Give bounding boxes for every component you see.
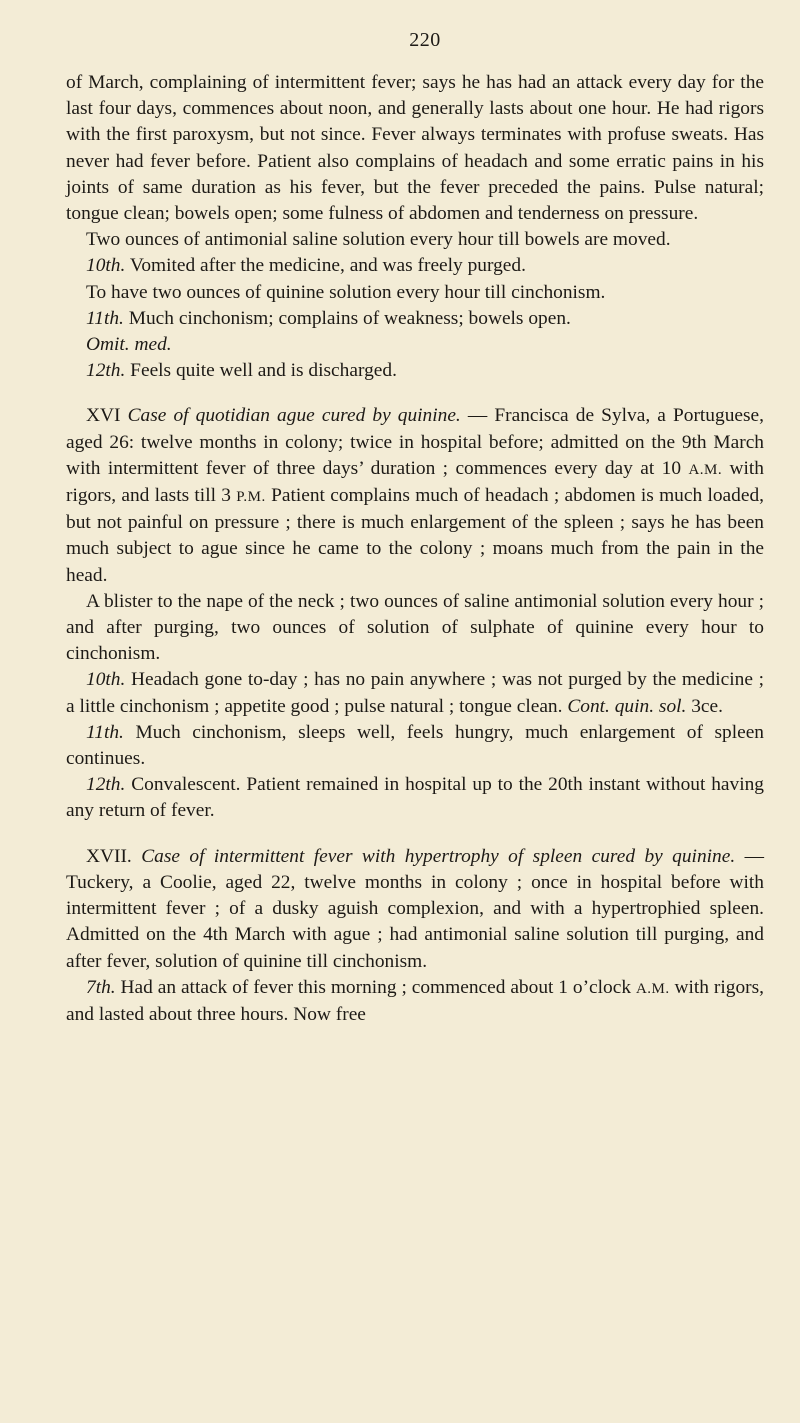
case-text: — Tuckery, a Coolie, aged 22, twelve months in colony ; once in hospital before with intermittent fever ; of a dusky aguish complexion, and with a hypertrophied spleen. Admitted on the 4th March with ague ; had antimonial saline solution till purging, and after fever, solution of quinine till cinchonism.	[66, 845, 764, 972]
paragraph: Two ounces of antimonial saline solution every hour till bowels are moved.	[86, 229, 671, 251]
entry-text: 3ce.	[686, 695, 723, 717]
entry-text: Much cinchonism; complains of weakness; bowels open.	[123, 307, 571, 329]
paragraph	[66, 975, 764, 1028]
paragraph: To have two ounces of quinine solution every hour till cinchonism.	[86, 281, 606, 303]
entry-text: Vomited after the medicine, and was freely purged.	[125, 255, 526, 277]
paragraph	[66, 667, 764, 719]
time-am: A.M.	[688, 461, 723, 478]
entry-text: Much cinchonism, sleeps well, feels hungry, much enlargement of spleen continues.	[66, 721, 764, 770]
paragraph: A blister to the nape of the neck ; two ounces of saline antimonial solution every hour ; and after purging, two ounces of solution of sulphate of quinine every hour to cinchonism.	[66, 590, 764, 665]
entry-text: with rigors, and lasted about three hours. Now free	[66, 976, 764, 1025]
entry-text: Headach gone to-day ; has no pain anywhere ; was not purged by the medicine ; a little cinchonism ; appetite good ; pulse natural ; tongue clean.	[66, 669, 764, 717]
time-am: A.M.	[635, 980, 670, 997]
entry-text: Convalescent. Patient remained in hospital up to the 20th instant without having any return of fever.	[66, 774, 764, 822]
time-pm: P.M.	[236, 489, 266, 506]
case-heading-paragraph	[66, 403, 764, 588]
case-number: XVI	[86, 405, 128, 427]
paragraph	[66, 253, 764, 279]
entry-date: 11th.	[86, 721, 124, 743]
case-text: with rigors, and lasts till 3	[66, 457, 764, 507]
paragraph	[66, 772, 764, 824]
paragraph: Omit. med.	[86, 334, 172, 356]
entry-text: Feels quite well and is discharged.	[125, 360, 397, 382]
entry-date: 10th.	[86, 669, 126, 691]
section-gap	[66, 384, 764, 403]
entry-date: 12th.	[86, 774, 126, 796]
entry-date: 12th.	[86, 360, 126, 382]
entry-date: 10th.	[86, 255, 126, 277]
paragraph	[66, 720, 764, 772]
paragraph	[66, 358, 764, 384]
body-text	[66, 70, 764, 1028]
section-gap	[66, 825, 764, 844]
case-title: Case of intermittent fever with hypertrophy of spleen cured by quinine.	[141, 845, 736, 867]
case-title: Case of quotidian ague cured by quinine.	[127, 405, 461, 427]
entry-date: 11th.	[86, 307, 124, 329]
case-text: Patient complains much of headach ; abdomen is much loaded, but not painful on pressure ; there is much enlargement of the spleen ; says he has been much subject to ague since he came to the colony ; moans much from the pain in the head.	[66, 485, 764, 586]
paragraph	[66, 306, 764, 332]
case-text: — Francisca de Sylva, a Portuguese, aged 26: twelve months in colony; twice in hospital before; admitted on the 9th March with intermittent fever of three days’ duration ; commences every day at 10	[66, 405, 764, 479]
entry-date: 7th.	[86, 976, 116, 998]
case-heading-paragraph	[66, 844, 764, 975]
paragraph: of March, complaining of intermittent fever; says he has had an attack every day for the last four days, commences about noon, and generally lasts about one hour. He had rigors with the first paroxysm, but not since. Fever always terminates with profuse sweats. Has never had fever before. Patient also complains of headach and some erratic pains in his joints of same duration as his fever, but the fever preceded the pains. Pulse natural; tongue clean; bowels open; some fulness of abdomen and tenderness on pressure.	[66, 72, 764, 225]
case-number: XVII.	[86, 845, 142, 867]
entry-text: Had an attack of fever this morning ; commenced about 1 o’clock	[115, 976, 636, 998]
prescription: Cont. quin. sol.	[567, 695, 687, 717]
page-number: 220	[409, 29, 441, 51]
